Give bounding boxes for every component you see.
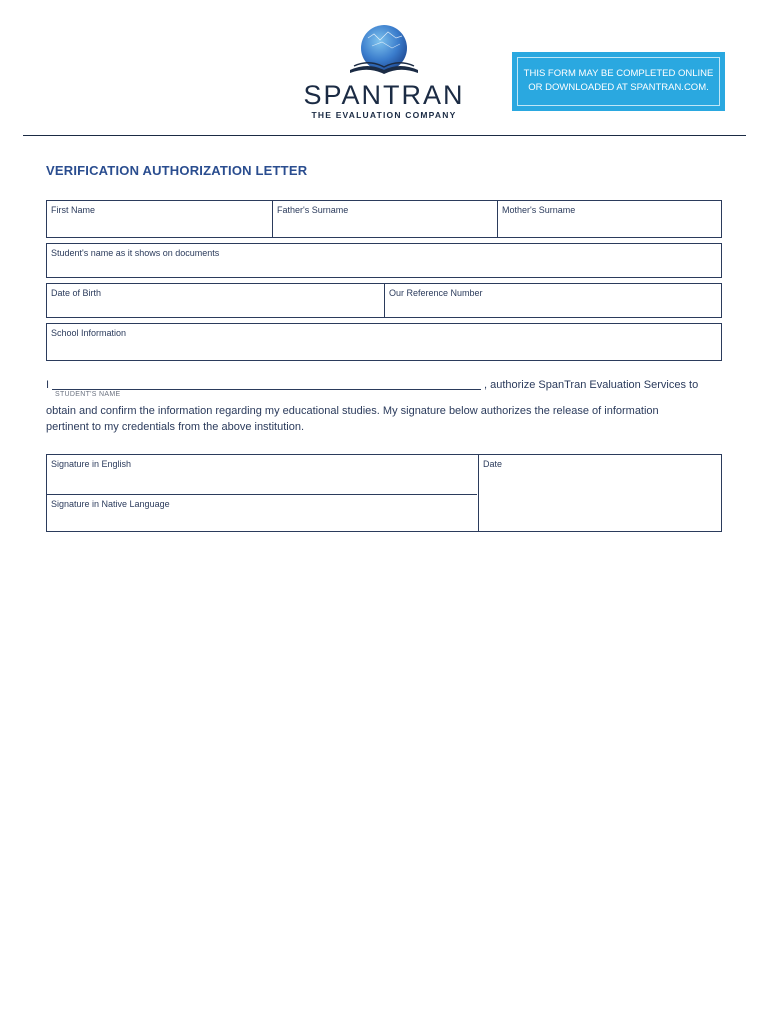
- mothers-surname-label: Mother's Surname: [502, 205, 576, 215]
- signature-english-field[interactable]: [47, 455, 478, 494]
- students-name-caption: STUDENT'S NAME: [55, 391, 121, 398]
- date-field[interactable]: [479, 455, 722, 531]
- school-information-field[interactable]: [46, 323, 722, 361]
- signature-block: [46, 454, 722, 532]
- header-divider: [23, 135, 746, 136]
- spantran-logo: [296, 24, 472, 124]
- notice-line-2: OR DOWNLOADED AT SPANTRAN.COM.: [528, 82, 709, 93]
- mothers-surname-field[interactable]: [498, 201, 722, 237]
- signature-native-label: Signature in Native Language: [51, 499, 170, 509]
- brand-tagline: THE EVALUATION COMPANY: [311, 110, 457, 120]
- signature-english-label: Signature in English: [51, 459, 132, 469]
- notice-line-1: THIS FORM MAY BE COMPLETED ONLINE: [523, 68, 714, 79]
- reference-number-field[interactable]: [385, 284, 721, 317]
- online-notice: [512, 52, 725, 111]
- globe-book-icon: [344, 24, 424, 78]
- form-title: VERIFICATION AUTHORIZATION LETTER: [46, 163, 308, 178]
- dob-reference-row: [46, 283, 722, 318]
- school-information-label: School Information: [51, 328, 127, 338]
- date-of-birth-field[interactable]: [47, 284, 384, 317]
- first-name-field[interactable]: [47, 201, 272, 237]
- reference-number-label: Our Reference Number: [389, 288, 483, 298]
- fathers-surname-label: Father's Surname: [277, 205, 349, 215]
- brand-name: SPANTRAN: [303, 80, 465, 110]
- authorization-line-3: pertinent to my credentials from the above institution.: [46, 421, 305, 433]
- students-name-field[interactable]: [46, 243, 722, 278]
- students-name-label: Student's name as it shows on documents: [51, 248, 220, 258]
- date-label: Date: [483, 459, 503, 469]
- authorization-line-2: obtain and confirm the information regarding my educational studies. My signature below authorizes the release of information: [46, 405, 659, 417]
- students-name-blank[interactable]: [52, 389, 481, 390]
- name-row: [46, 200, 722, 238]
- first-name-label: First Name: [51, 205, 96, 215]
- date-of-birth-label: Date of Birth: [51, 288, 102, 298]
- signature-native-field[interactable]: [47, 495, 478, 532]
- fathers-surname-field[interactable]: [273, 201, 497, 237]
- authorization-prefix: I: [46, 379, 50, 391]
- authorization-suffix: , authorize SpanTran Evaluation Services to: [484, 379, 699, 391]
